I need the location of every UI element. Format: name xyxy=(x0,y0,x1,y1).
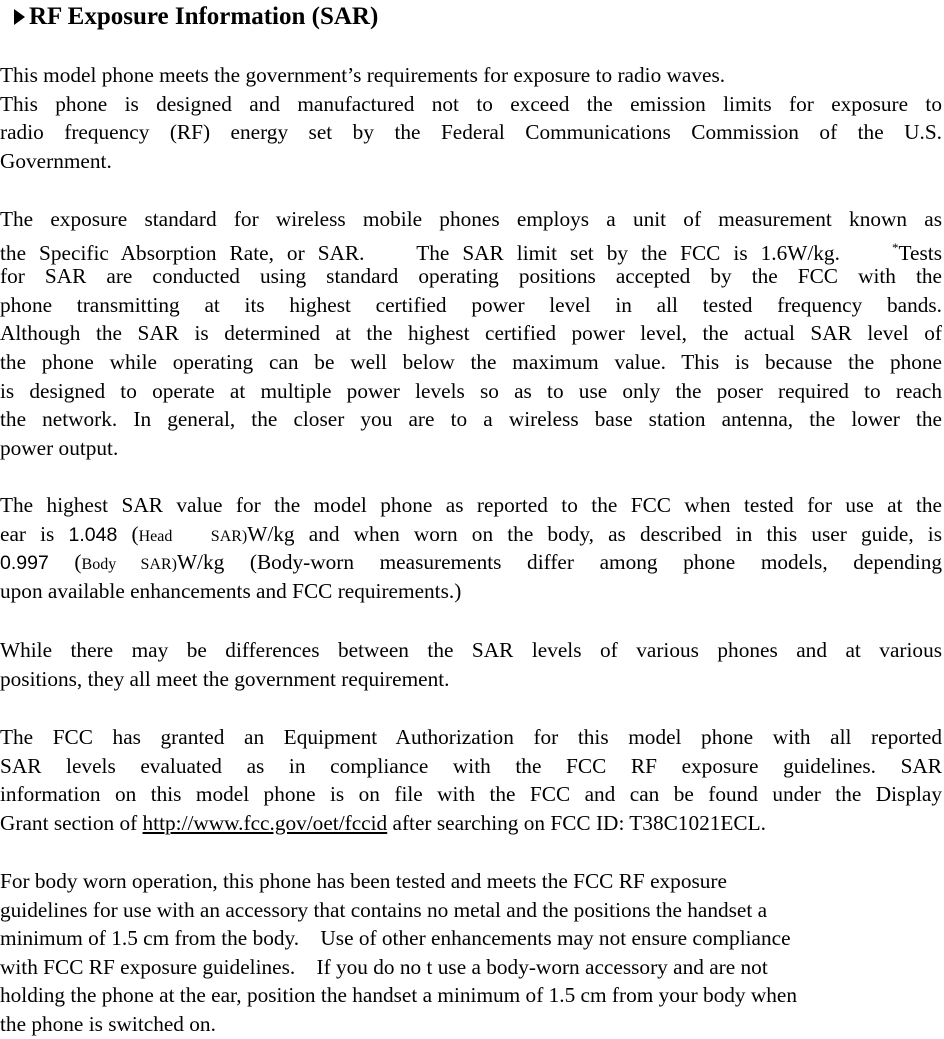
text-line: Although the SAR is determined at the highest certified power level, the actual SAR level of xyxy=(0,321,942,346)
text-line: holding the phone at the ear, position the handset a minimum of 1.5 cm from your body when xyxy=(0,983,798,1008)
body-sar-label: Body SAR) xyxy=(81,556,177,574)
text-segment: ear is xyxy=(0,521,69,546)
paragraph-fcc-authorization xyxy=(0,723,942,837)
head-sar-label: Head SAR) xyxy=(138,527,248,545)
text-line xyxy=(0,520,942,549)
paragraph-differences xyxy=(0,636,942,693)
bullet-triangle-icon xyxy=(14,9,25,25)
paragraph-exposure-standard xyxy=(0,205,942,462)
paragraph-intro xyxy=(0,61,942,175)
text-line xyxy=(0,234,942,263)
text-segment: after searching on FCC ID: T38C1021ECL. xyxy=(387,810,766,835)
text-segment: ( xyxy=(48,550,82,575)
text-segment: the Specific Absorption Rate, or SAR. The SAR limit set by the FCC is 1.6W/kg. xyxy=(0,240,893,265)
text-segment: Tests xyxy=(898,240,942,265)
head-sar-value: 1.048 xyxy=(68,523,118,546)
text-line: For body worn operation, this phone has been tested and meets the FCC RF exposure xyxy=(0,869,727,893)
text-line: This model phone meets the government’s requirements for exposure to radio waves. xyxy=(0,63,726,87)
text-line: The exposure standard for wireless mobile phones employs a unit of measurement known as xyxy=(0,207,942,231)
section-title: RF Exposure Information (SAR) xyxy=(29,3,379,30)
text-segment: W/kg and when worn on the body, as described in this user guide, is xyxy=(247,521,942,546)
text-line: positions, they all meet the government requirement. xyxy=(0,666,450,691)
text-line: The FCC has granted an Equipment Authorization for this model phone with all reported xyxy=(0,725,942,749)
text-line: the phone while operating can be well below the maximum value. This is because the phone xyxy=(0,349,942,374)
text-line: While there may be differences between the SAR levels of various phones and at various xyxy=(0,638,942,662)
text-line: the network. In general, the closer you are to a wireless base station antenna, the lower the xyxy=(0,407,942,432)
text-line: minimum of 1.5 cm from the body. Use of other enhancements may not ensure compliance xyxy=(0,926,791,951)
text-line: for SAR are conducted using standard operating positions accepted by the FCC with the xyxy=(0,264,942,289)
text-line: guidelines for use with an accessory that contains no metal and the positions the handset a xyxy=(0,897,768,922)
paragraph-body-worn xyxy=(0,867,942,1039)
text-line: upon available enhancements and FCC requirements.) xyxy=(0,578,462,603)
body-sar-value: 0.997 xyxy=(0,552,49,575)
text-line: radio frequency (RF) energy set by the Federal Communications Commission of the U.S. xyxy=(0,120,942,145)
text-line: The highest SAR value for the model phone as reported to the FCC when tested for use at the xyxy=(0,493,942,517)
fcc-id-link[interactable]: http://www.fcc.gov/oet/fccid xyxy=(142,810,388,835)
footnote-asterisk: * xyxy=(892,239,899,255)
text-segment: Grant section of xyxy=(0,810,143,835)
text-line: information on this model phone is on file with the FCC and can be found under the Display xyxy=(0,782,942,807)
text-line xyxy=(0,809,942,838)
text-line: power output. xyxy=(0,435,119,460)
paragraph-highest-sar xyxy=(0,491,942,605)
text-segment: W/kg (Body-worn measurements differ among phone models, depending xyxy=(176,550,942,575)
text-segment: ( xyxy=(117,521,139,546)
text-line: the phone is switched on. xyxy=(0,1011,216,1036)
text-line: Government. xyxy=(0,148,112,173)
text-line: SAR levels evaluated as in compliance with the FCC RF exposure guidelines. SAR xyxy=(0,753,942,778)
text-line: phone transmitting at its highest certified power level in all tested frequency bands. xyxy=(0,292,942,317)
text-line: with FCC RF exposure guidelines. If you do no t use a body-worn accessory and are not xyxy=(0,954,768,979)
text-line xyxy=(0,548,942,577)
text-line: This phone is designed and manufactured not to exceed the emission limits for exposure to xyxy=(0,91,942,116)
text-line: is designed to operate at multiple power levels so as to use only the poser required to reach xyxy=(0,378,942,403)
section-heading xyxy=(0,0,378,34)
